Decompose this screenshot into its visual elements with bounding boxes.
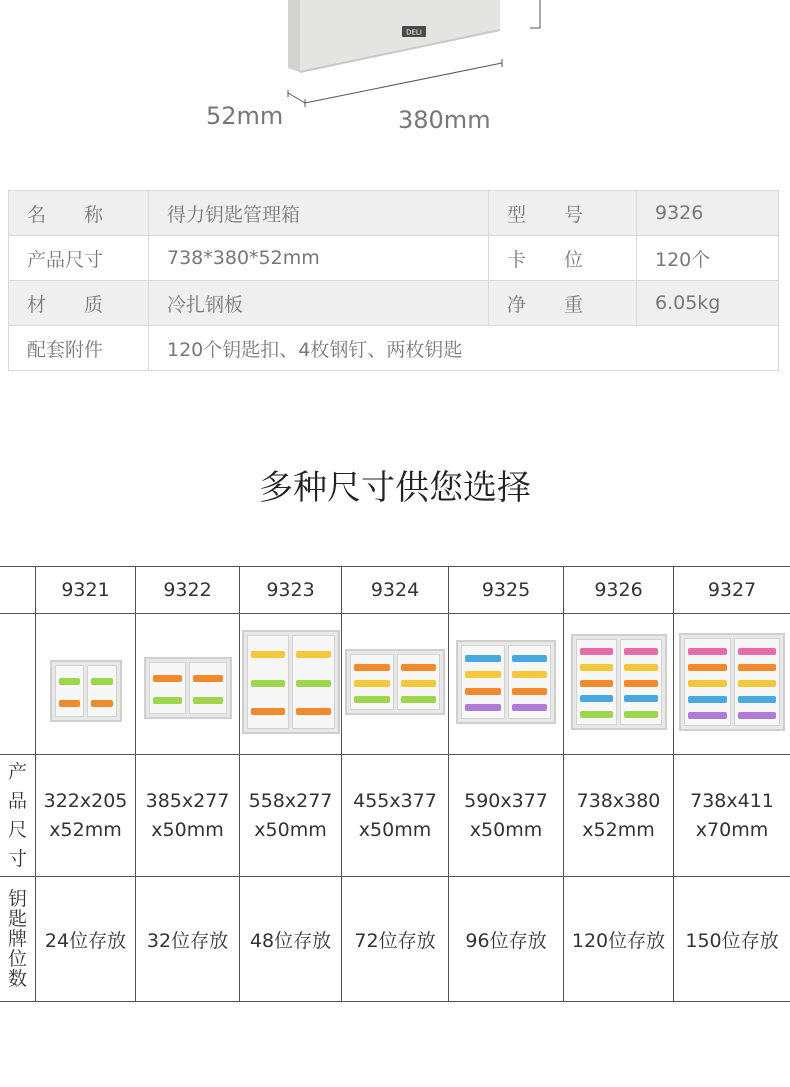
- model-cell: 9323: [240, 567, 342, 614]
- key-tag-row: [580, 711, 614, 718]
- key-tag-row: [354, 680, 390, 687]
- key-tag-row: [738, 648, 777, 655]
- cabinet-door: [734, 638, 781, 726]
- model-cell: 9325: [449, 567, 564, 614]
- slots-row: [0, 877, 790, 1002]
- key-tag-row: [580, 680, 614, 687]
- spec-table: [8, 190, 779, 371]
- key-tag-row: [624, 648, 658, 655]
- key-cabinet-thumb: [679, 633, 785, 731]
- product-thumb-cell: [136, 614, 240, 755]
- slots-cell: 32位存放: [136, 877, 240, 1002]
- image-row: [0, 614, 790, 755]
- key-tag-row: [624, 695, 658, 702]
- key-tag-row: [580, 648, 614, 655]
- key-cabinet-thumb: [144, 657, 232, 719]
- cabinet-door: [397, 654, 441, 710]
- width-dimension-label: 380mm: [398, 106, 491, 134]
- key-tag-row: [624, 711, 658, 718]
- key-tag-row: [354, 664, 390, 671]
- key-tag-row: [91, 678, 113, 685]
- key-tag-row: [251, 651, 286, 658]
- product-thumb-cell: [564, 614, 674, 755]
- model-cell: 9327: [674, 567, 790, 614]
- cabinet-door: [149, 662, 187, 714]
- cabinet-door: [620, 639, 662, 725]
- product-image: [0, 0, 790, 170]
- product-thumb-cell: [449, 614, 564, 755]
- product-thumb-cell: [36, 614, 136, 755]
- spec-value: 冷扎钢板: [149, 281, 489, 326]
- spec-value: 6.05kg: [637, 281, 779, 326]
- key-cabinet-thumb: [345, 649, 445, 715]
- key-tag-row: [91, 700, 113, 707]
- key-tag-row: [465, 655, 501, 662]
- key-tag-row: [688, 696, 727, 703]
- key-tag-row: [401, 680, 437, 687]
- slots-row-head: 钥匙牌位数: [0, 877, 36, 1002]
- size-cell: 590x377 x50mm: [449, 755, 564, 877]
- key-tag-row: [688, 712, 727, 719]
- slots-cell: 48位存放: [240, 877, 342, 1002]
- key-tag-row: [738, 680, 777, 687]
- size-row: [0, 755, 790, 877]
- key-tag-row: [738, 696, 777, 703]
- key-tag-row: [688, 680, 727, 687]
- model-cell: 9324: [342, 567, 449, 614]
- key-tag-row: [296, 708, 331, 715]
- key-tag-row: [465, 671, 501, 678]
- slots-cell: 120位存放: [564, 877, 674, 1002]
- size-cell: 385x277 x50mm: [136, 755, 240, 877]
- key-tag-row: [688, 648, 727, 655]
- cabinet-door: [292, 635, 335, 729]
- key-box-illustration: [0, 0, 790, 170]
- brand-badge-text: DELI: [406, 28, 422, 37]
- spec-row: [9, 236, 779, 281]
- spec-label: 名 称: [9, 191, 149, 236]
- key-tag-row: [401, 664, 437, 671]
- corner-cell: [0, 567, 36, 614]
- cabinet-door: [189, 662, 227, 714]
- section-title: 多种尺寸供您选择: [259, 468, 531, 508]
- model-cell: 9321: [36, 567, 136, 614]
- key-tag-row: [465, 688, 501, 695]
- key-tag-row: [512, 655, 548, 662]
- cabinet-door: [576, 639, 618, 725]
- key-tag-row: [153, 697, 183, 704]
- cabinet-door: [508, 645, 552, 719]
- spec-value: 得力钥匙管理箱: [149, 191, 489, 236]
- spec-value: 738*380*52mm: [149, 236, 489, 281]
- spec-label: 材 质: [9, 281, 149, 326]
- spec-value: 120个钥匙扣、4枚钢钉、两枚钥匙: [149, 326, 779, 371]
- product-thumb-cell: [674, 614, 790, 755]
- product-thumb-cell: [240, 614, 342, 755]
- spec-label: 净 重: [489, 281, 637, 326]
- model-cell: 9322: [136, 567, 240, 614]
- spec-value: 9326: [637, 191, 779, 236]
- cabinet-door: [684, 638, 731, 726]
- size-cell: 558x277 x50mm: [240, 755, 342, 877]
- key-cabinet-thumb: [242, 630, 340, 734]
- slots-cell: 72位存放: [342, 877, 449, 1002]
- key-tag-row: [251, 708, 286, 715]
- key-tag-row: [296, 651, 331, 658]
- key-tag-row: [193, 697, 223, 704]
- cabinet-door: [461, 645, 505, 719]
- key-tag-row: [512, 704, 548, 711]
- key-tag-row: [354, 696, 390, 703]
- cabinet-door: [247, 635, 290, 729]
- key-cabinet-thumb: [456, 640, 556, 724]
- key-cabinet-thumb: [50, 660, 122, 722]
- size-cell: 738x411 x70mm: [674, 755, 790, 877]
- model-row: [0, 567, 790, 614]
- key-tag-row: [401, 696, 437, 703]
- spec-value: 120个: [637, 236, 779, 281]
- key-tag-row: [738, 664, 777, 671]
- size-cell: 322x205 x52mm: [36, 755, 136, 877]
- key-cabinet-thumb: [571, 634, 667, 730]
- key-tag-row: [296, 680, 331, 687]
- slots-cell: 96位存放: [449, 877, 564, 1002]
- spec-row: [9, 191, 779, 236]
- key-tag-row: [251, 680, 286, 687]
- cabinet-door: [87, 665, 117, 717]
- slots-cell: 150位存放: [674, 877, 790, 1002]
- model-cell: 9326: [564, 567, 674, 614]
- key-tag-row: [59, 700, 81, 707]
- image-row-head: [0, 614, 36, 755]
- spec-row: [9, 326, 779, 371]
- size-row-head: 产品尺寸: [0, 755, 36, 877]
- size-cell: 738x380 x52mm: [564, 755, 674, 877]
- key-tag-row: [512, 671, 548, 678]
- size-cell: 455x377 x50mm: [342, 755, 449, 877]
- key-tag-row: [580, 664, 614, 671]
- key-tag-row: [512, 688, 548, 695]
- key-tag-row: [193, 675, 223, 682]
- cabinet-door: [350, 654, 394, 710]
- spec-label: 配套附件: [9, 326, 149, 371]
- key-tag-row: [153, 675, 183, 682]
- key-tag-row: [624, 664, 658, 671]
- slots-cell: 24位存放: [36, 877, 136, 1002]
- cabinet-door: [55, 665, 85, 717]
- key-tag-row: [580, 695, 614, 702]
- product-thumb-cell: [342, 614, 449, 755]
- key-tag-row: [465, 704, 501, 711]
- spec-row: [9, 281, 779, 326]
- key-tag-row: [624, 680, 658, 687]
- depth-dimension-label: 52mm: [206, 102, 284, 130]
- spec-label: 卡 位: [489, 236, 637, 281]
- spec-label: 产品尺寸: [9, 236, 149, 281]
- key-tag-row: [688, 664, 727, 671]
- spec-label: 型 号: [489, 191, 637, 236]
- key-tag-row: [738, 712, 777, 719]
- size-comparison-table: [0, 566, 790, 1002]
- key-tag-row: [59, 678, 81, 685]
